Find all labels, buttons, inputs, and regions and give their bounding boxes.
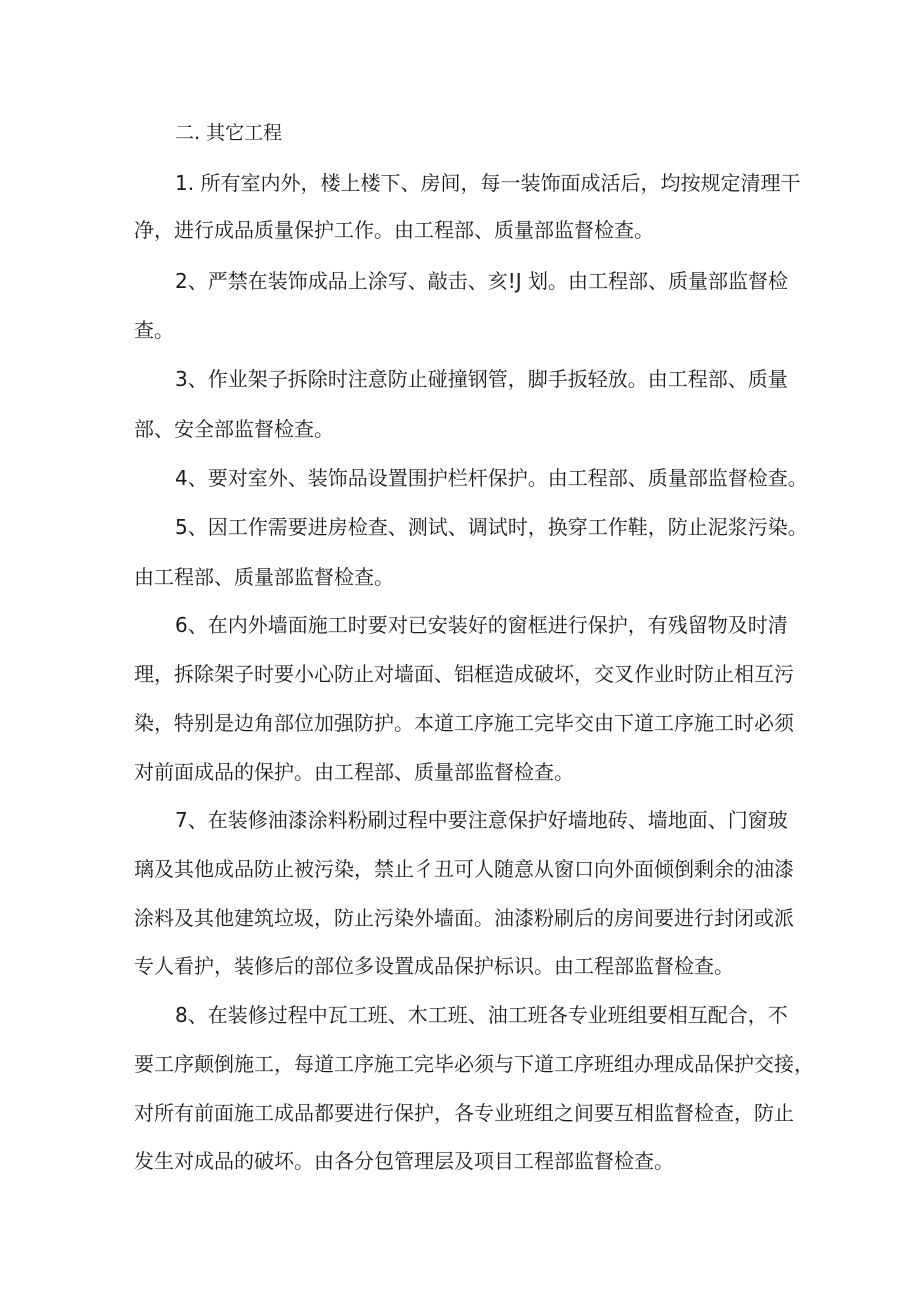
paragraph-5-line-1: 5、因工作需要进房检查、测试、调试时，换穿工作鞋，防止泥浆污染。 <box>175 515 808 539</box>
paragraph-6-line-2: 理，拆除架子时要小心防止对墙面、铝框造成破坏，交叉作业时防止相互污 <box>134 662 794 686</box>
paragraph-3-line-2: 部、安全部监督检查。 <box>134 417 334 441</box>
paragraph-7-line-2: 璃及其他成品防止被污染，禁止彳丑可人随意从窗口向外面倾倒剩余的油漆 <box>134 857 794 881</box>
paragraph-6-line-3: 染，特别是边角部位加强防护。本道工序施工完毕交由下道工序施工时必须 <box>134 711 794 735</box>
paragraph-8-line-4: 发生对成品的破坏。由各分包管理层及项目工程部监督检查。 <box>134 1149 674 1173</box>
paragraph-1-line-1: 1. 所有室内外，楼上楼下、房间，每一装饰面成活后，均按规定清理干 <box>175 171 801 195</box>
paragraph-8-line-1: 8、在装修过程中瓦工班、木工班、油工班各专业班组要相互配合，不 <box>175 1003 788 1027</box>
paragraph-7-line-1: 7、在装修油漆涂料粉刷过程中要注意保护好墙地砖、墙地面、门窗玻 <box>175 808 788 832</box>
paragraph-2-line-2: 查。 <box>134 318 174 342</box>
paragraph-1-line-2: 净，进行成品质量保护工作。由工程部、质量部监督检查。 <box>134 218 654 242</box>
paragraph-3-line-1: 3、作业架子拆除时注意防止碰撞钢管，脚手扳轻放。由工程部、质量 <box>175 367 788 391</box>
paragraph-8-line-2: 要工序颠倒施工，每道工序施工完毕必须与下道工序班组办理成品保护交接， <box>134 1052 814 1076</box>
paragraph-6-line-1: 6、在内外墙面施工时要对已安装好的窗框进行保护，有残留物及时清 <box>175 613 788 637</box>
section-heading: 二. 其它工程 <box>175 122 283 144</box>
paragraph-5-line-2: 由工程部、质量部监督检查。 <box>134 565 394 589</box>
paragraph-4-line-1: 4、要对室外、装饰品设置围护栏杆保护。由工程部、质量部监督检查。 <box>175 466 808 490</box>
paragraph-6-line-4: 对前面成品的保护。由工程部、质量部监督检查。 <box>134 760 574 784</box>
paragraph-7-line-3: 涂料及其他建筑垃圾，防止污染外墙面。油漆粉刷后的房间要进行封闭或派 <box>134 906 794 930</box>
paragraph-2-line-1: 2、严禁在装饰成品上涂写、敲击、亥!J 划。由工程部、质量部监督检 <box>175 269 788 293</box>
paragraph-8-line-3: 对所有前面施工成品都要进行保护，各专业班组之间要互相监督检查，防止 <box>134 1101 794 1125</box>
paragraph-7-line-4: 专人看护，装修后的部位多设置成品保护标识。由工程部监督检查。 <box>134 954 734 978</box>
